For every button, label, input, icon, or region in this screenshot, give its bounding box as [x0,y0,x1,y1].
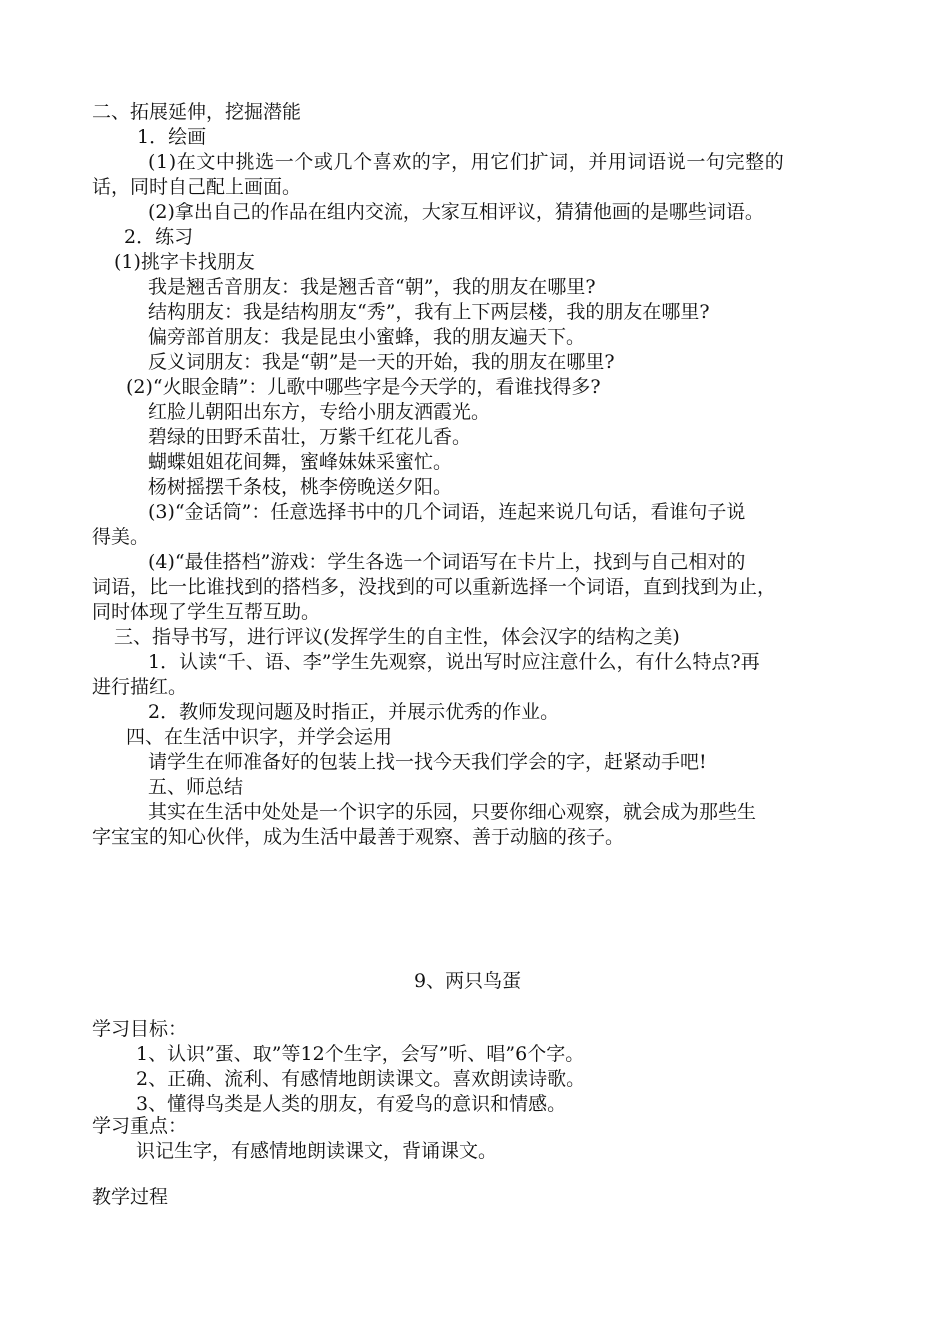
process-label: 教学过程 [92,1186,169,1208]
goal-item: 1、认识”蛋、取”等12个生字，会写”听、唱”6个字。 [136,1043,585,1065]
item-title-practice: 2．练习 [124,226,194,248]
exercise-title: (1)挑字卡找朋友 [114,251,255,273]
section-heading-daily-life: 四、在生活中识字，并学会运用 [126,726,393,748]
lesson-title: 9、两只鸟蛋 [414,970,522,992]
paragraph-line: 1．认读“千、语、李”学生先观察，说出写时应注意什么，有什么特点?再 [148,651,760,673]
paragraph-line: 进行描红。 [92,676,188,698]
paragraph-line: 得美。 [92,526,150,548]
paragraph-line: (2)拿出自己的作品在组内交流，大家互相评议，猜猜他画的是哪些词语。 [148,201,764,223]
section-heading-extend: 二、拓展延伸，挖掘潜能 [92,101,302,123]
paragraph-line: 同时体现了学生互帮互助。 [92,601,321,623]
section-heading-summary: 五、师总结 [148,776,244,798]
paragraph-line: 2．教师发现问题及时指正，并展示优秀的作业。 [148,701,560,723]
exercise-line: 结构朋友：我是结构朋友“秀”，我有上下两层楼，我的朋友在哪里? [148,301,710,323]
goal-item: 2、正确、流利、有感情地朗读课文。喜欢朗读诗歌。 [136,1068,586,1090]
exercise-line: 偏旁部首朋友：我是昆虫小蜜蜂，我的朋友遍天下。 [148,326,586,348]
paragraph-line: 其实在生活中处处是一个识字的乐园，只要你细心观察，就会成为那些生 [148,801,757,823]
goal-item: 3、懂得鸟类是人类的朋友，有爱鸟的意识和情感。 [136,1093,567,1115]
exercise-title: (2)“火眼金睛”：儿歌中哪些字是今天学的，看谁找得多? [126,376,601,398]
goals-label: 学习目标： [92,1018,188,1040]
focus-label: 学习重点： [92,1115,188,1137]
poem-line: 杨树摇摆千条枝，桃李傍晚送夕阳。 [148,476,453,498]
exercise-line: 反义词朋友：我是“朝”是一天的开始，我的朋友在哪里? [148,351,615,373]
section-heading-writing: 三、指导书写，进行评议(发挥学生的自主性，体会汉字的结构之美) [114,626,680,648]
paragraph-line: (3)“金话筒”：任意选择书中的几个词语，连起来说几句话，看谁句子说 [148,501,746,523]
focus-body: 识记生字，有感情地朗读课文，背诵课文。 [136,1140,498,1162]
paragraph-line: 字宝宝的知心伙伴，成为生活中最善于观察、善于动脑的孩子。 [92,826,625,848]
paragraph-line: (1)在文中挑选一个或几个喜欢的字，用它们扩词，并用词语说一句完整的 [148,151,785,173]
paragraph-line: (4)“最佳搭档”游戏：学生各选一个词语写在卡片上，找到与自己相对的 [148,551,746,573]
poem-line: 蝴蝶姐姐花间舞，蜜峰妹妹采蜜忙。 [148,451,453,473]
poem-line: 碧绿的田野禾苗壮，万紫千红花儿香。 [148,426,472,448]
paragraph-line: 请学生在师准备好的包装上找一找今天我们学会的字，赶紧动手吧! [148,751,707,773]
paragraph-line: 话，同时自己配上画面。 [92,176,302,198]
paragraph-line: 词语，比一比谁找到的搭档多，没找到的可以重新选择一个词语，直到找到为止， [92,576,777,598]
exercise-line: 我是翘舌音朋友：我是翘舌音“朝”，我的朋友在哪里? [148,276,596,298]
item-title-drawing: 1．绘画 [137,126,207,148]
poem-line: 红脸儿朝阳出东方，专给小朋友洒霞光。 [148,401,491,423]
